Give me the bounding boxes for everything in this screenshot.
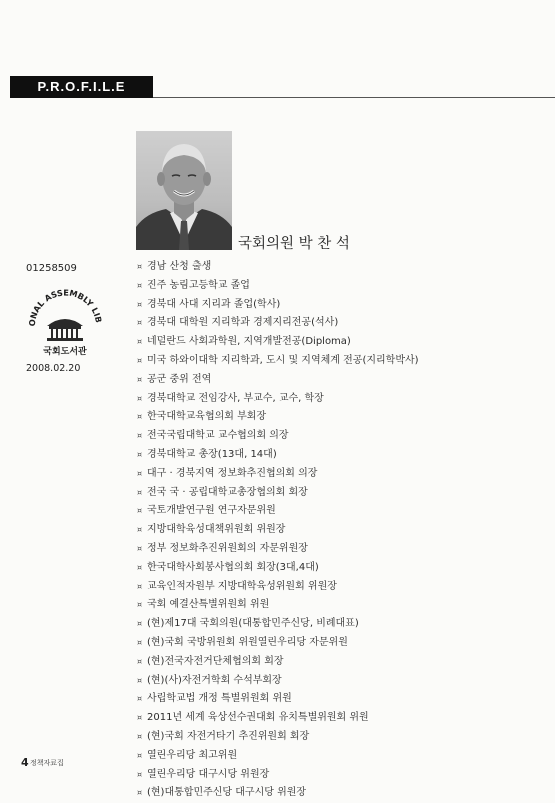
footer-label: 정책자료집 [30, 759, 64, 767]
career-item-text: 경북대 사대 지리과 졸업(학사) [147, 298, 281, 310]
bullet-icon: ¤ [137, 412, 143, 422]
career-item [137, 615, 419, 634]
bullet-icon: ¤ [137, 713, 143, 723]
career-item-text: 열린우리당 최고위원 [147, 749, 238, 761]
career-item [137, 408, 419, 427]
bullet-icon: ¤ [137, 280, 143, 290]
bullet-icon: ¤ [137, 675, 143, 685]
career-item-text: 전국국립대학교 교수협의회 의장 [147, 430, 289, 442]
career-item [137, 296, 419, 315]
bullet-icon: ¤ [137, 656, 143, 666]
career-item-text: (현)국회 자전거타기 추진위원회 회장 [147, 730, 310, 742]
career-item [137, 427, 419, 446]
career-item-text: 한국대학사회봉사협의회 회장(3대,4대) [147, 561, 319, 573]
career-item [137, 371, 419, 390]
bullet-icon: ¤ [137, 562, 143, 572]
bullet-icon: ¤ [137, 637, 143, 647]
career-item-text: 경남 산청 출생 [147, 261, 212, 272]
header-divider [153, 97, 555, 98]
bullet-icon: ¤ [137, 374, 143, 384]
career-item-text: 경북대학교 전임강사, 부교수, 교수, 학장 [147, 392, 324, 404]
bullet-icon: ¤ [137, 619, 143, 629]
bullet-icon: ¤ [137, 506, 143, 516]
career-item-text: 미국 하와이대학 지리학과, 도시 및 지역체계 전공(지리학박사) [147, 354, 419, 366]
career-item [137, 446, 419, 465]
career-item-text: (현)대통합민주신당 대구시당 위원장 [147, 787, 307, 799]
bullet-icon: ¤ [137, 299, 143, 309]
svg-text:NATIONAL ASSEMBLY LIBRARY: ONAL ASSEMBLY LIB [26, 287, 104, 327]
career-item [137, 540, 419, 559]
career-item [137, 258, 419, 277]
bullet-icon: ¤ [137, 543, 143, 553]
career-item [137, 728, 419, 747]
bullet-icon: ¤ [137, 694, 143, 704]
bullet-icon: ¤ [137, 393, 143, 403]
career-item [137, 672, 419, 691]
career-item [137, 784, 419, 803]
svg-text:국회도서관: 국회도서관 [43, 347, 87, 357]
career-item [137, 690, 419, 709]
library-seal [23, 278, 108, 367]
career-item [137, 352, 419, 371]
career-list [137, 258, 419, 803]
career-item [137, 277, 419, 296]
bullet-icon: ¤ [137, 355, 143, 365]
career-item [137, 766, 419, 785]
career-item-text: 교육인적자원부 지방대학육성위원회 위원장 [147, 580, 337, 592]
bullet-icon: ¤ [137, 731, 143, 741]
bullet-icon: ¤ [137, 468, 143, 478]
career-item-text: 경북대 대학원 지리학과 경제지리전공(석사) [147, 317, 339, 329]
career-item [137, 465, 419, 484]
career-item-text: 국회 예결산특별위원회 위원 [147, 599, 270, 611]
member-name-title: 국회의원 박 찬 석 [238, 236, 350, 252]
career-item [137, 578, 419, 597]
bullet-icon: ¤ [137, 337, 143, 347]
career-item-text: (현)국회 국방위원회 위원열린우리당 자문위원 [147, 636, 348, 648]
bullet-icon: ¤ [137, 600, 143, 610]
career-item-text: 공군 중위 전역 [147, 373, 212, 385]
career-item-text: (현)전국자전거단체협의회 회장 [147, 655, 284, 667]
career-item [137, 484, 419, 503]
bullet-icon: ¤ [137, 788, 143, 798]
bullet-icon: ¤ [137, 318, 143, 328]
bullet-icon: ¤ [137, 449, 143, 459]
career-item-text: 열린우리당 대구시당 위원장 [147, 768, 270, 780]
career-item [137, 653, 419, 672]
career-item-text: 대구 · 경북지역 정보화추진협의회 의장 [147, 467, 318, 479]
bullet-icon: ¤ [137, 262, 143, 271]
career-item-text: 전국 국 · 공립대학교총장협의회 회장 [147, 486, 308, 498]
bullet-icon: ¤ [137, 431, 143, 441]
career-item-text: 경북대학교 총장(13대, 14대) [147, 448, 277, 460]
career-item-text: 사립학교법 개정 특별위원회 위원 [147, 693, 292, 705]
career-item [137, 390, 419, 409]
career-item-text: 국토개발연구원 연구자문위원 [147, 505, 276, 517]
bullet-icon: ¤ [137, 581, 143, 591]
career-item [137, 747, 419, 766]
career-item-text: 지방대학육성대책위원회 위원장 [147, 524, 286, 536]
career-item [137, 709, 419, 728]
bullet-icon: ¤ [137, 487, 143, 497]
career-item-text: 2011년 세계 육상선수권대회 유치특별위원회 위원 [147, 712, 369, 724]
profile-header-title: P.R.O.F.I.L.E [37, 79, 126, 94]
page-number: 4 [21, 756, 29, 769]
career-item [137, 559, 419, 578]
stamp-number: 01258509 [26, 263, 77, 274]
career-item [137, 314, 419, 333]
career-item [137, 521, 419, 540]
career-item-text: 정부 정보화추진위원회의 자문위원장 [147, 542, 308, 554]
career-item [137, 333, 419, 352]
career-item-text: 진주 농림고등학교 졸업 [147, 279, 250, 291]
bullet-icon: ¤ [137, 750, 143, 760]
career-item-text: (현)제17대 국회의원(대통합민주신당, 비례대표) [147, 618, 359, 630]
portrait-photo [136, 131, 232, 250]
bullet-icon: ¤ [137, 525, 143, 535]
career-item [137, 634, 419, 653]
bullet-icon: ¤ [137, 769, 143, 779]
career-item-text: 네덜란드 사회과학원, 지역개발전공(Diploma) [147, 336, 351, 348]
career-item [137, 596, 419, 615]
career-item-text: (현)(사)자전거학회 수석부회장 [147, 674, 282, 686]
career-item [137, 502, 419, 521]
career-item-text: 한국대학교육협의회 부회장 [147, 411, 267, 423]
stamp-date: 2008.02.20 [26, 363, 81, 374]
